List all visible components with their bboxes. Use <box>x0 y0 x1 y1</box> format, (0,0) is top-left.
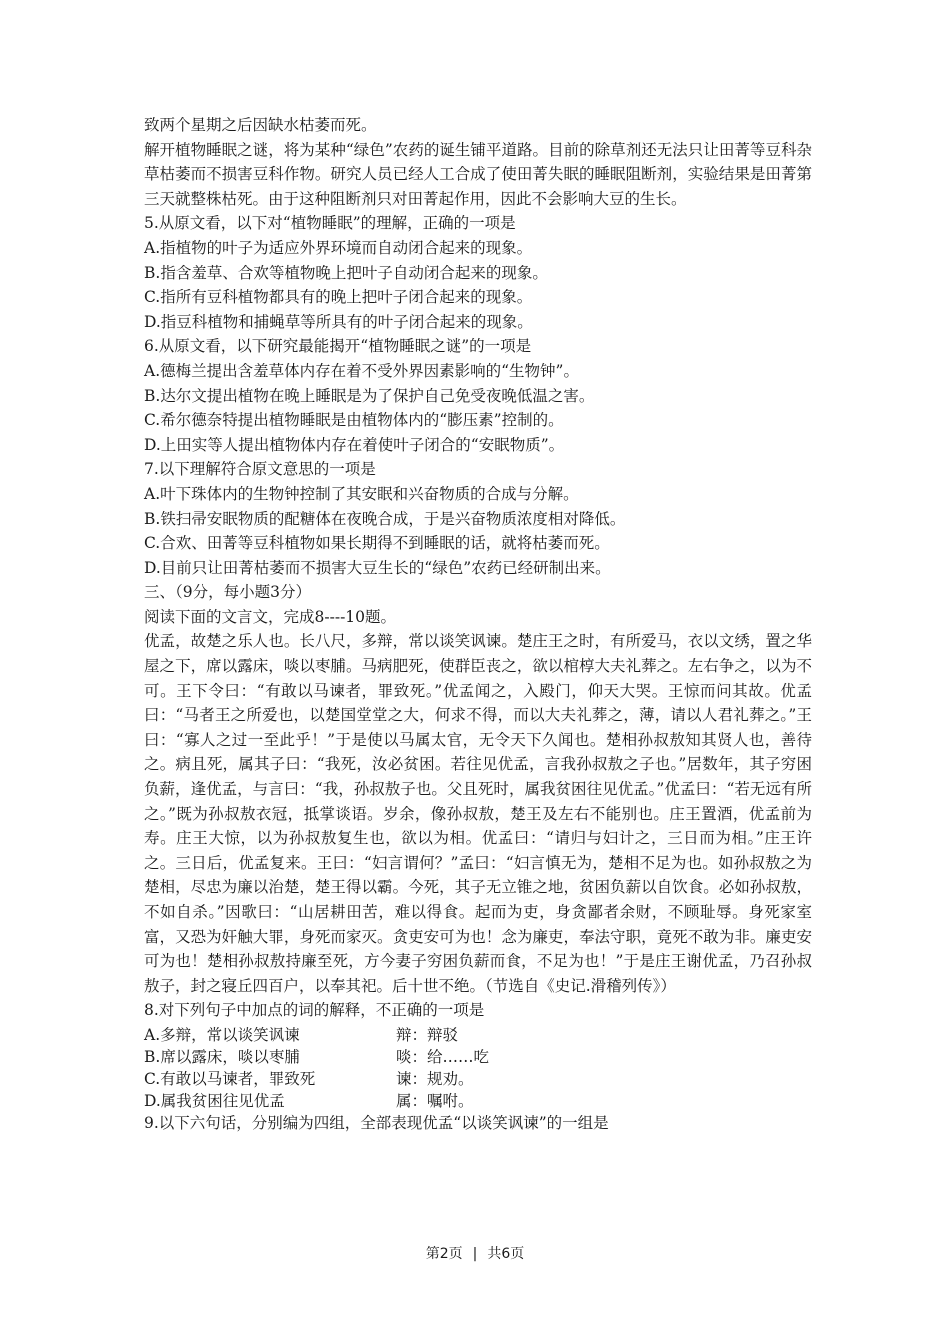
option-sentence: D.属我贫困往见优孟 <box>144 1091 285 1110</box>
question-6-option-b: B.达尔文提出植物在晚上睡眠是为了保护自己免受夜晚低温之害。 <box>144 386 595 405</box>
passage-paragraph: 致两个星期之后因缺水枯萎而死。 <box>144 116 377 134</box>
option-gloss: 属：嘱咐。 <box>396 1091 474 1110</box>
question-6-option-d: D.上田实等人提出植物体内存在着使叶子闭合的“安眠物质”。 <box>144 435 565 454</box>
question-5-option-d: D.指豆科植物和捕蝇草等所具有的叶子闭合起来的现象。 <box>144 312 533 331</box>
passage-paragraph: 解开植物睡眠之谜，将为某种“绿色”农药的诞生铺平道路。目前的除草剂还无法只让田菁等豆科杂草枯萎而不损害豆科作物。研究人员已经人工合成了使田菁失眠的睡眠阻断剂，实验结果是田菁第三天就整株枯死。由于这种阻断剂只对田菁起作用，因此不会影响大豆的生长。 <box>144 140 812 208</box>
section-3-title: 三、（9分，每小题3分） <box>144 583 311 602</box>
question-8-option-b <box>144 1045 812 1067</box>
question-5-option-b: B.指含羞草、合欢等植物晚上把叶子自动闭合起来的现象。 <box>144 263 548 282</box>
question-5-option-c: C.指所有豆科植物都具有的晚上把叶子闭合起来的现象。 <box>144 288 533 307</box>
option-sentence: C.有敢以马谏者，罪致死 <box>144 1069 316 1088</box>
question-7-option-c: C.合欢、田菁等豆科植物如果长期得不到睡眠的话，就将枯萎而死。 <box>144 534 610 553</box>
page-footer <box>0 1243 950 1263</box>
option-gloss: 辩：辩驳 <box>396 1025 459 1044</box>
question-5-stem: 5.从原文看，以下对“植物睡眠”的理解，正确的一项是 <box>144 214 516 233</box>
question-6-option-c: C.希尔德奈特提出植物睡眠是由植物体内的“膨压素”控制的。 <box>144 411 564 430</box>
question-9-stem: 9.以下六句话，分别编为四组，全部表现优孟“以谈笑讽谏”的一组是 <box>144 1113 609 1132</box>
page-number: 第2页 <box>425 1246 463 1262</box>
option-sentence: A.多辩，常以谈笑讽谏 <box>144 1025 300 1044</box>
question-7-stem: 7.以下理解符合原文意思的一项是 <box>144 460 376 479</box>
section-3-instruction: 阅读下面的文言文，完成8----10题。 <box>144 607 397 626</box>
question-8-option-c <box>144 1067 812 1089</box>
option-sentence: B.席以露床，啖以枣脯 <box>144 1047 300 1066</box>
question-6-option-a: A.德梅兰提出含羞草体内存在着不受外界因素影响的“生物钟”。 <box>144 361 579 380</box>
page-content <box>144 113 812 1136</box>
question-5-option-a: A.指植物的叶子为适应外界环境而自动闭合起来的现象。 <box>144 238 533 257</box>
option-gloss: 谏：规劝。 <box>396 1069 474 1088</box>
footer-separator: | <box>472 1246 478 1262</box>
classical-chinese-passage: 优孟，故楚之乐人也。长八尺，多辩，常以谈笑讽谏。楚庄王之时，有所爱马，衣以文绣，置之华屋之下，席以露床，啖以枣脯。马病肥死，使群臣丧之，欲以棺椁大夫礼葬之。左右争之，以为不可。王下令曰：“有敢以马谏者，罪致死。”优孟闻之，入殿门，仰天大哭。王惊而问其故。优孟曰：“马者王之所爱也，以楚国堂堂之大，何求不得，而以大夫礼葬之，薄，请以人君礼葬之。”王曰：“寡人之过一至此乎！”于是使以马属太官，无令天下久闻也。楚相孙叔敖知其贤人也，善待之。病且死，属其子曰：“我死，汝必贫困。若往见优孟，言我孙叔敖之子也。”居数年，其子穷困负薪，逢优孟，与言曰：“我，孙叔敖子也。父且死时，属我贫困往见优孟。”优孟曰：“若无远有所之。”既为孙叔敖衣冠，抵掌谈语。岁余，像孙叔敖，楚王及左右不能别也。庄王置酒，优孟前为寿。庄王大惊，以为孙叔敖复生也，欲以为相。优孟曰：“请归与妇计之，三日而为相。”庄王许之。三日后，优孟复来。王曰：“妇言谓何？”孟曰：“妇言慎无为，楚相不足为也。如孙叔敖之为楚相，尽忠为廉以治楚，楚王得以霸。今死，其子无立锥之地，贫困负薪以自饮食。必如孙叔敖，不如自杀。”因歌曰：“山居耕田苦，难以得食。起而为吏，身贪鄙者余财，不顾耻辱。身死家室富，又恐为奸触大罪，身死而家灭。贪吏安可为也！念为廉吏，奉法守职，竟死不敢为非。廉吏安可为也！楚相孙叔敖持廉至死，方今妻子穷困负薪而食，不足为也！”于是庄王谢优孟，乃召孙叔敖子，封之寝丘四百户，以奉其祀。后十世不绝。（节选自《史记.滑稽列传》） <box>144 632 812 995</box>
question-8-option-d <box>144 1089 812 1111</box>
question-7-option-a: A.叶下珠体内的生物钟控制了其安眠和兴奋物质的合成与分解。 <box>144 484 579 503</box>
question-8-option-a <box>144 1023 812 1045</box>
question-6-stem: 6.从原文看，以下研究最能揭开“植物睡眠之谜”的一项是 <box>144 337 532 356</box>
question-7-option-b: B.铁扫帚安眠物质的配糖体在夜晚合成，于是兴奋物质浓度相对降低。 <box>144 509 626 528</box>
total-pages: 共6页 <box>487 1246 525 1262</box>
option-gloss: 啖：给……吃 <box>396 1047 490 1066</box>
question-8-stem: 8.对下列句子中加点的词的解释，不正确的一项是 <box>144 1001 485 1020</box>
question-7-option-d: D.目前只让田菁枯萎而不损害大豆生长的“绿色”农药已经研制出来。 <box>144 558 611 577</box>
